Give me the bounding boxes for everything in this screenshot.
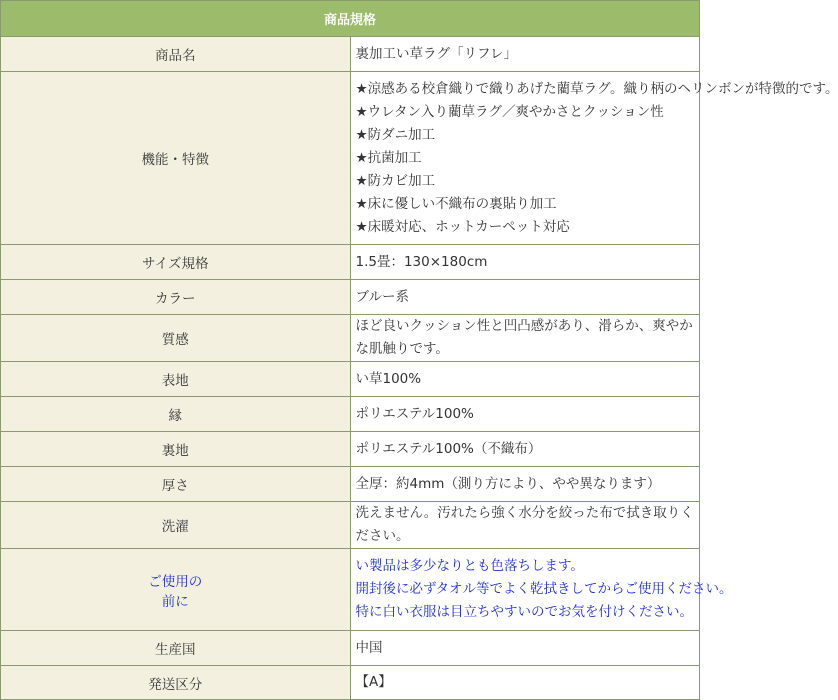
row-value-shipping: 【A】 xyxy=(350,666,700,700)
table-row-washing xyxy=(1,502,700,549)
table-row-origin xyxy=(1,631,700,666)
row-value-edge: ポリエステル100% xyxy=(350,397,700,432)
notice-line: 開封後に必ずタオル等でよく乾拭きしてからご使用ください。 xyxy=(355,581,733,597)
row-value-surface: い草100% xyxy=(350,362,700,397)
table-row-texture xyxy=(1,315,700,362)
row-label-backing: 裏地 xyxy=(1,432,351,467)
table-row-edge xyxy=(1,397,700,432)
feature-line: ★防ダニ加工 xyxy=(355,126,436,143)
feature-line: ★涼感ある校倉織りで織りあげた藺草ラグ。織り柄のヘリンボンが特徴的です。 xyxy=(355,80,838,97)
row-label-features: 機能・特徴 xyxy=(1,72,351,245)
table-row-backing xyxy=(1,432,700,467)
notice-line: い製品は多少なりとも色落ちします。 xyxy=(355,558,584,574)
feature-line: ★床に優しい不織布の裏貼り加工 xyxy=(355,195,557,212)
row-label-shipping: 発送区分 xyxy=(1,666,351,700)
table-row-color xyxy=(1,280,700,315)
before-use-label-line: ご使用の xyxy=(148,573,203,590)
table-row-product-name xyxy=(1,37,700,72)
notice-line: 特に白い衣服は目立ちやすいのでお気を付けください。 xyxy=(355,604,693,620)
spec-header-row xyxy=(1,1,700,37)
table-row-before-use xyxy=(1,549,700,631)
row-value-thickness: 全厚：約4mm（測り方により、やや異なります） xyxy=(350,467,700,502)
row-value-color: ブルー系 xyxy=(350,280,700,315)
row-label-color: カラー xyxy=(1,280,351,315)
feature-line: ★床暖対応、ホットカーペット対応 xyxy=(355,218,570,235)
row-label-washing: 洗濯 xyxy=(1,502,351,549)
row-value-washing: 洗えません。汚れたら強く水分を絞った布で拭き取りください。 xyxy=(350,502,700,549)
row-label-texture: 質感 xyxy=(1,315,351,362)
row-label-size: サイズ規格 xyxy=(1,245,351,280)
row-label-before-use xyxy=(1,549,351,631)
row-value-origin: 中国 xyxy=(350,631,700,666)
table-row-features xyxy=(1,72,700,245)
table-row-shipping xyxy=(1,666,700,700)
row-label-edge: 縁 xyxy=(1,397,351,432)
feature-line: ★防カビ加工 xyxy=(355,172,436,189)
row-label-product-name: 商品名 xyxy=(1,37,351,72)
before-use-label-line: 前に xyxy=(161,593,189,610)
row-value-size: 1.5畳：130×180cm xyxy=(350,245,700,280)
row-label-origin: 生産国 xyxy=(1,631,351,666)
row-label-thickness: 厚さ xyxy=(1,467,351,502)
row-value-features xyxy=(350,72,838,245)
feature-line: ★抗菌加工 xyxy=(355,149,422,166)
table-row-thickness xyxy=(1,467,700,502)
row-label-surface: 表地 xyxy=(1,362,351,397)
row-value-product-name: 裏加工い草ラグ「リフレ」 xyxy=(350,37,700,72)
spec-table-title: 商品規格 xyxy=(1,1,700,37)
row-value-backing: ポリエステル100%（不織布） xyxy=(350,432,700,467)
feature-line: ★ウレタン入り藺草ラグ／爽やかさとクッション性 xyxy=(355,103,664,120)
table-row-surface xyxy=(1,362,700,397)
row-value-before-use xyxy=(350,549,733,631)
row-value-texture: ほど良いクッション性と凹凸感があり、滑らか、爽やかな肌触りです。 xyxy=(350,315,700,362)
table-row-size xyxy=(1,245,700,280)
